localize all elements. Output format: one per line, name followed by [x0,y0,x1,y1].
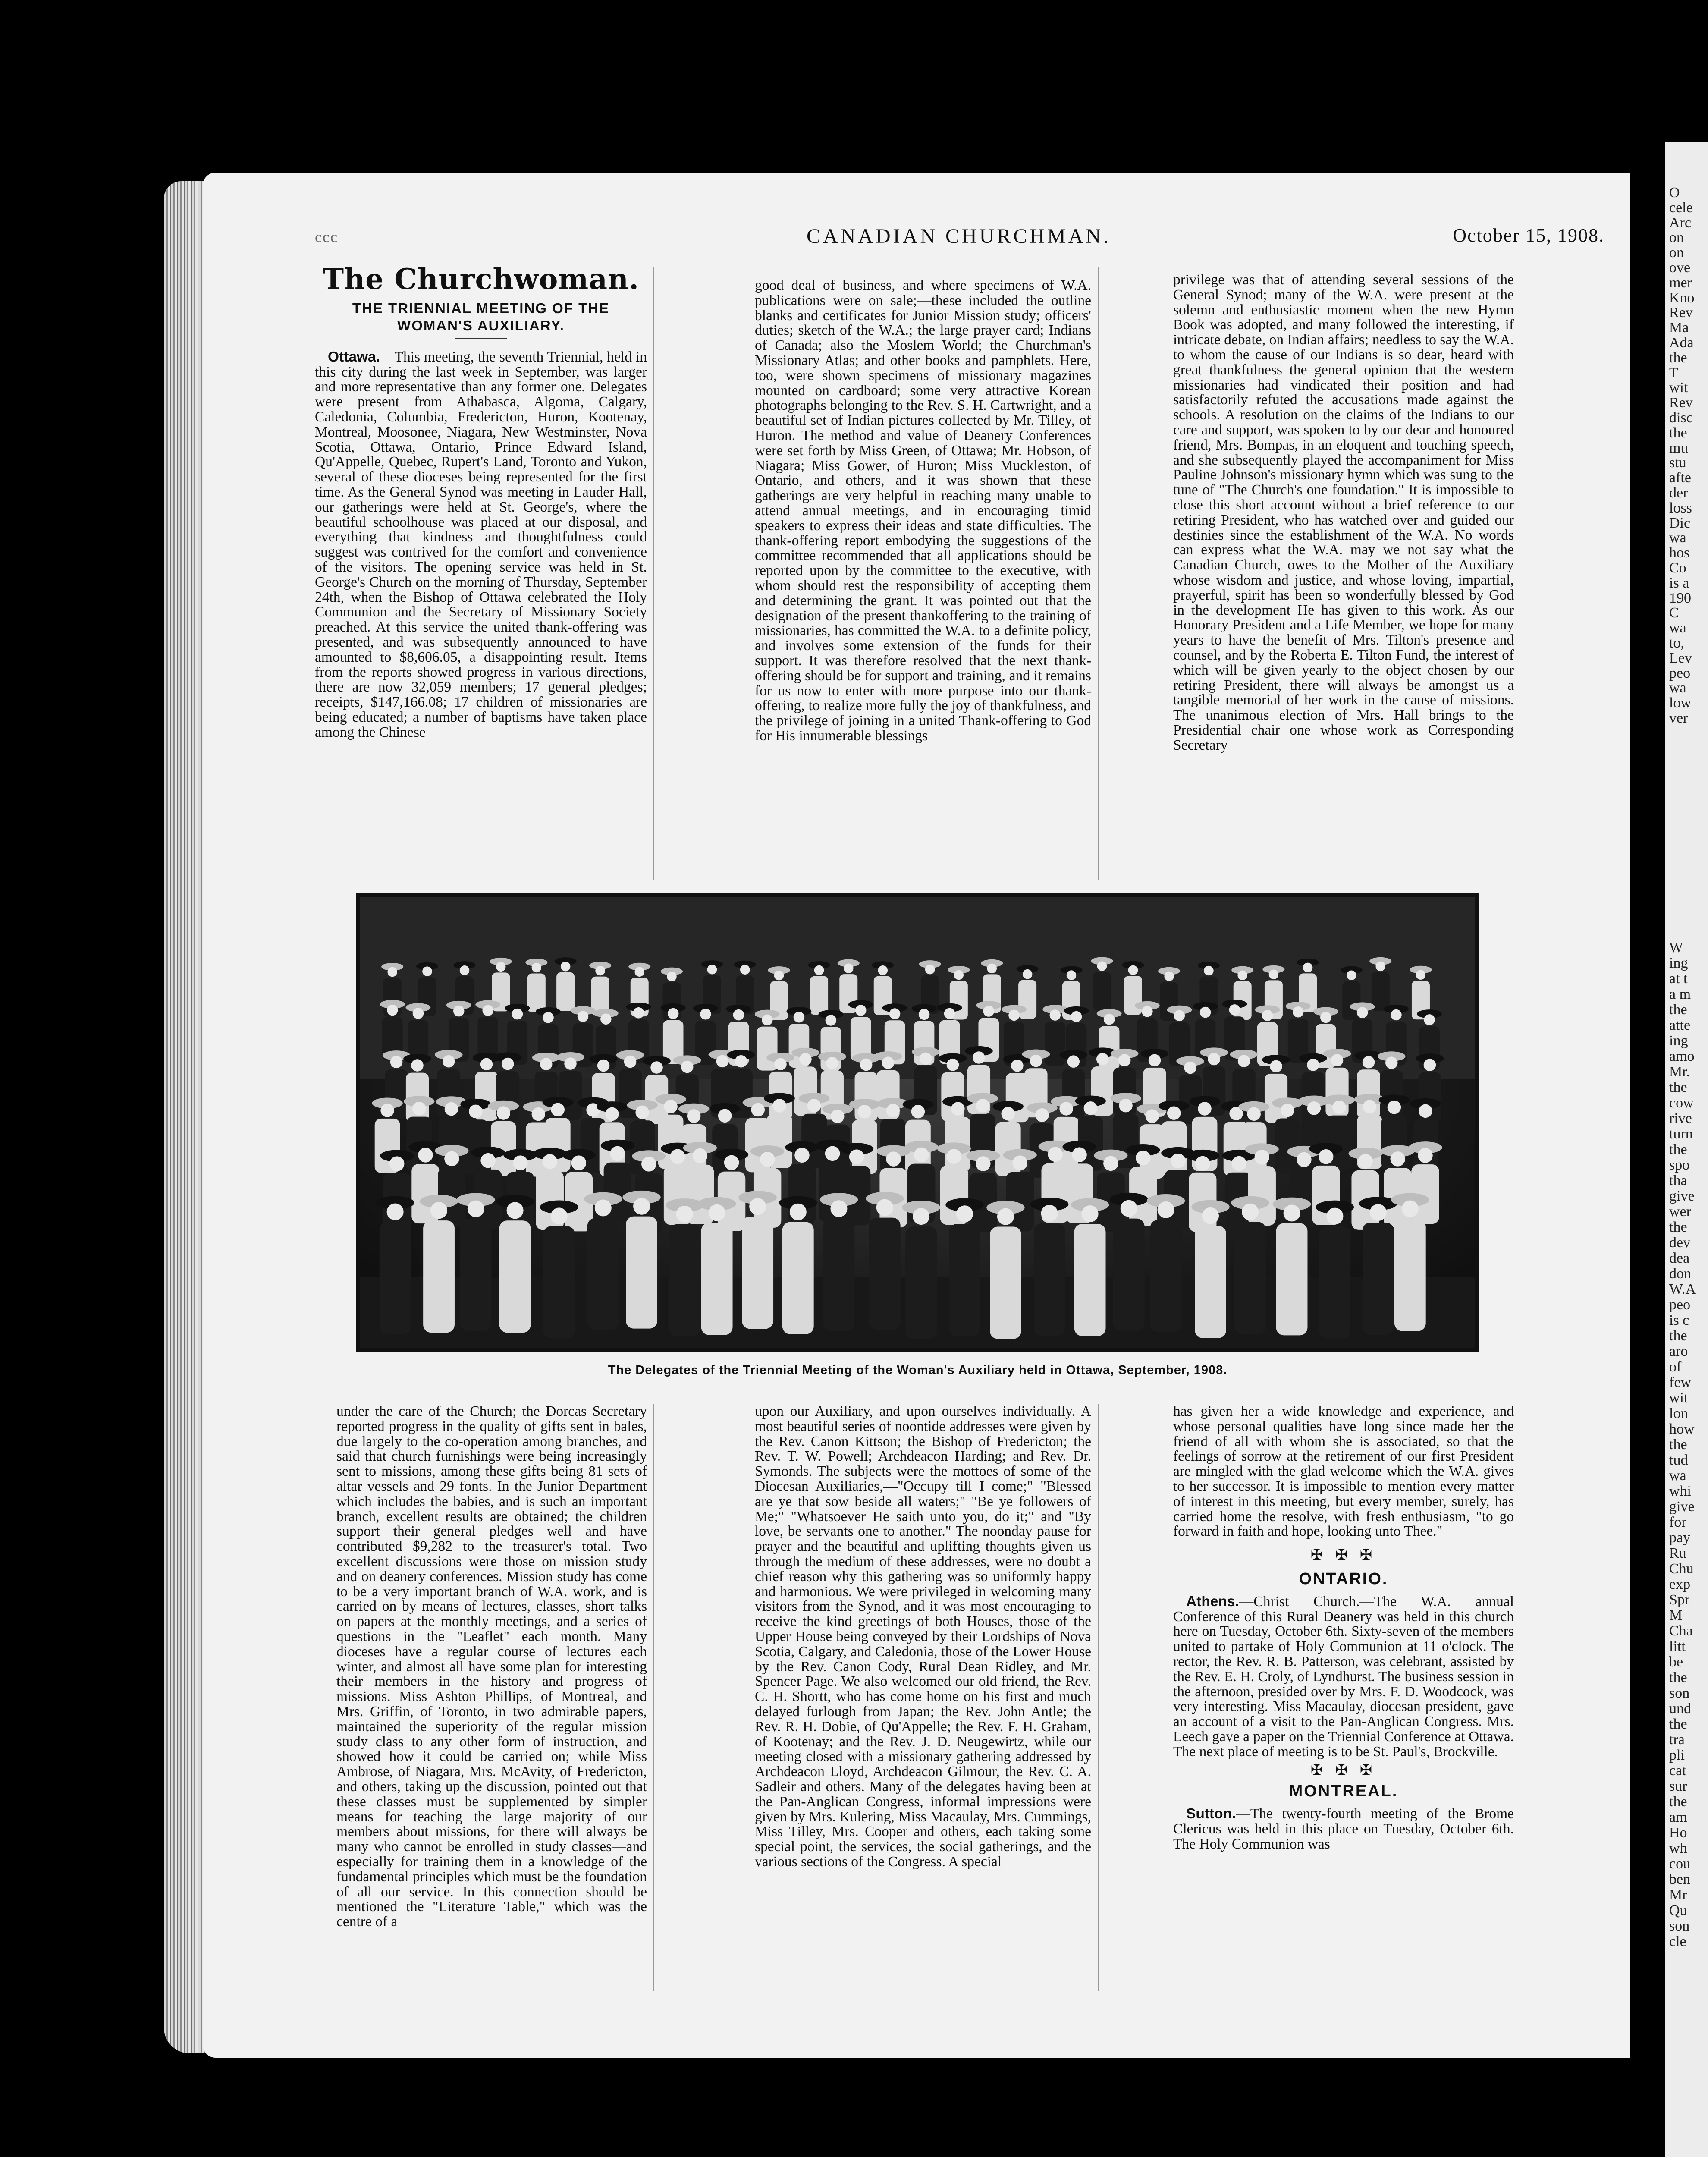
book-spine-shadow [1630,155,1665,2140]
adjacent-page-word-fragment: pli [1669,1747,1685,1763]
delegate-figure [742,1217,773,1329]
adjacent-page-word-fragment: M [1669,1607,1683,1623]
column-2-bottom [755,1404,1091,2000]
adjacent-page-word-fragment: son [1669,1685,1690,1701]
adjacent-page-fragment [1665,142,1708,2157]
section-title: The Churchwoman. [323,267,639,296]
article-paragraph [755,278,1091,744]
adjacent-page-word-fragment: wh [1669,1840,1687,1856]
adjacent-page-word-fragment: wa [1669,530,1686,546]
adjacent-page-word-fragment: low [1669,695,1691,711]
article-paragraph [315,350,647,740]
issue-date: October 15, 1908. [1453,225,1604,246]
adjacent-page-word-fragment: turn [1669,1126,1693,1142]
adjacent-page-word-fragment: dev [1669,1235,1691,1251]
adjacent-page-word-fragment: is a [1669,575,1689,591]
montreal-heading: MONTREAL. [1289,1782,1398,1801]
adjacent-page-word-fragment: Rev [1669,395,1693,411]
delegate-figure [1113,1219,1145,1331]
adjacent-page-word-fragment: the [1669,1670,1687,1685]
newspaper-page [203,173,1630,2058]
adjacent-page-word-fragment: pay [1669,1530,1691,1546]
adjacent-page-word-fragment: wit [1669,1390,1688,1406]
publication-title: CANADIAN CHURCHMAN. [807,225,1111,248]
adjacent-page-word-fragment: stu [1669,455,1686,471]
montreal-paragraph [1173,1807,1514,1852]
delegate-figure [1034,1223,1065,1336]
adjacent-page-word-fragment: T [1669,365,1678,381]
ontario-text: —Christ Church.—The W.A. annual Conference of this Rural Deanery was held in this church here on Tuesday, October 6th. Sixty-seven of the members united to partake of Holy Communion at 11 o'clock. The rector, the Rev. R. B. Patterson, was celebrant, assisted by the Rev. E. H. Croly, of Lyndhurst. The business session in the afternoon, presided over by Mrs. F. D. Woodcock, was very interesting. Miss Macaulay, diocesan president, gave an account of a visit to the Pan-Anglican Congress. Mrs. Leech gave a paper on the Triennial Conference at Ottawa. The next place of meeting is to be St. Paul's, Brockville. [1173,1593,1514,1760]
adjacent-page-word-fragment: Kno [1669,289,1695,306]
delegate-figure [905,1226,937,1339]
adjacent-page-word-fragment: at t [1669,971,1688,987]
adjacent-page-word-fragment: how [1669,1421,1695,1437]
article-text: —This meeting, the seventh Triennial, held in this city during the last week in September, was larger and more representative than any former one. Delegates were present from Athabasca, Algoma, Calgary, Caledonia, Columbia, Fredericton, Huron, Kootenay, Montreal, Moosonee, Niagara, New Westminster, Nova Scotia, Ottawa, Ontario, Prince Edward Island, Qu'Appelle, Quebec, Rupert's Land, Toronto and Yukon, several of these dioceses being represented for the first time. As the General Synod was meeting in Lauder Hall, our gatherings were held at St. George's, where the beautiful schoolhouse was placed at our disposal, and everything that kindness and thoughtfulness could suggest was contrived for the comfort and convenience of the visitors. The opening service was held in St. George's Church on the morning of Thursday, September 24th, when the Bishop of Ottawa celebrated the Holy Communion and the Secretary of Missionary Society preached. At this service the united thank-offering was presented, and was subsequently announced to have amounted to $8,606.05, a disappointing result. Items from the reports showed progress in various directions, there are now 32,059 members; 17 general pledges; receipts, $147,166.08; 17 children of missionaries are being educated; a number of baptisms have taken place among the Chinese [315,349,647,740]
delegate-figure [669,1224,700,1336]
article-paragraph [336,1404,647,1930]
adjacent-page-word-fragment: spo [1669,1157,1690,1173]
adjacent-page-word-fragment: the [1669,1079,1687,1095]
adjacent-page-word-fragment: the [1669,349,1687,366]
column-divider [653,267,654,880]
article-text: good deal of business, and where specimens of W.A. publications were on sale;—these included the outline blanks and certificates for Junior Mission study; officers' duties; sketch of the W.A.; the large prayer card; Indians of Canada; also the Moslem World; the Churchman's Missionary Atlas; and other books and pamphlets. Here, too, were shown specimens of missionary magazines mounted on cardboard; some very attractive Korean photographs belonging to the Rev. S. H. Cartwright, and a beautiful set of Indian pictures collected by Mr. Tilley, of Huron. The method and value of Deanery Conferences were set forth by Miss Green, of Ottawa; Mr. Hobson, of Niagara; Miss Gower, of Huron; Miss Muckleston, of Ontario, and others, and it was shown that these gatherings are very helpful in reaching many unable to attend annual meetings, and in encouraging timid speakers to express their ideas and state difficulties. The thank-offering report embodying the suggestions of the committee recommended that all applications should be reported upon by the committee to the executive, with whom should rest the responsibility of accepting them and determining the grant. It was pointed out that the designation of the present thankoffering to the training of missionaries, has committed the W.A. to a definite policy, and involves some extension of the funds for their support. It was therefore resolved that the next thank-offering should be for support and training, and it remains for us now to enter with more purpose into our thank-offering, to realize more fully the joy of thankfulness, and the privilege of joining in a united Thank-offering to God for His innumerable blessings [755,278,1091,744]
adjacent-page-word-fragment: for [1669,1514,1686,1530]
delegate-figure [782,1222,814,1334]
adjacent-page-word-fragment: Chu [1669,1561,1694,1577]
adjacent-page-word-fragment: whi [1669,1483,1691,1499]
article-paragraph [755,1404,1091,1870]
column-1-top [315,267,647,889]
adjacent-page-word-fragment: the [1669,1716,1687,1732]
adjacent-page-word-fragment: hos [1669,545,1690,561]
delegate-figure [1394,1219,1426,1331]
adjacent-page-word-fragment: ben [1669,1871,1691,1887]
adjacent-page-word-fragment: aro [1669,1343,1688,1359]
adjacent-page-word-fragment: am [1669,1809,1687,1825]
adjacent-page-word-fragment: und [1669,1701,1691,1717]
adjacent-page-word-fragment: rive [1669,1110,1692,1126]
adjacent-page-word-fragment: wa [1669,680,1686,696]
adjacent-page-word-fragment: ing [1669,1033,1688,1049]
column-2-top [755,278,1091,884]
adjacent-page-word-fragment: Ma [1669,320,1689,336]
adjacent-page-word-fragment: W.A [1669,1281,1696,1297]
adjacent-page-word-fragment: der [1669,485,1688,501]
adjacent-page-word-fragment: peo [1669,665,1691,681]
delegate-figure [869,1218,901,1330]
delegate-figure [626,1217,657,1329]
delegate-figure [423,1220,455,1333]
page-header [315,224,1604,250]
article-headline: THE TRIENNIAL MEETING OF THE WOMAN'S AUXILIARY. [352,300,610,333]
adjacent-page-word-fragment: cou [1669,1856,1691,1872]
delegate-figure [810,976,828,1015]
article-text: has given her a wide knowledge and experience, and whose personal qualities have long since made her the friend of all with whom she is associated, so that the feelings of sorrow at the retirement of our first President are mingled with the glad welcome which the W.A. gives to her successor. It is impossible to mention every matter of interest in this meeting, but every member, surely, has carried home the resolve, with fresh enthusiasm, "to go forward in faith and hope, looking unto Thee." [1173,1404,1514,1540]
delegates-crowd-image [360,897,1475,1348]
adjacent-page-word-fragment: mer [1669,274,1692,291]
column-3-bottom [1173,1404,1514,2000]
article-text: upon our Auxiliary, and upon ourselves individually. A most beautiful series of noontide addresses were given by the Rev. Canon Kittson; the Bishop of Fredericton; the Rev. T. W. Powell; Archdeacon Harding; and Rev. Dr. Symonds. The subjects were the mottoes of some of the Diocesan Auxiliaries,—"Occupy till I come;" "Blessed are ye that sow beside all waters;" "Be ye followers of Me;" "Whatsoever He saith unto you, do it;" and "By love, be servants one to another." The noonday pause for prayer and the beautiful and uplifting thoughts given us through the medium of these addresses, were no doubt a chief reason why this gathering was so uniformly happy and harmonious. We were privileged in welcoming many visitors from the Synod, and it was most encouraging to receive the kind greetings of both Houses, those of the Upper House being conveyed by their Lordships of Nova Scotia, Calgary, and Caledonia, those of the Lower House by the Rev. Canon Cody, Rural Dean Ridley, and Mr. Spencer Page. We also welcomed our old friend, the Rev. C. H. Shortt, who has come home on his first and much delayed furlough from Japan; the Rev. John Antle; the Rev. R. H. Dobie, of Qu'Appelle; the Rev. F. H. Graham, of Kootenay; and the Rev. J. D. Neugewirtz, while our meeting closed with a missionary gathering addressed by Archdeacon Lloyd, Archdeacon Gilmour, the Rev. C. A. Sadleir and others. Many of the delegates having been at the Pan-Anglican Congress, informal impressions were given by Mrs. Kulering, Miss Macaulay, Mrs. Cummings, Miss Tilley, Mrs. Cooper and others, each taking some special point, the services, the social gatherings, and the various sections of the Congress. A special [755,1404,1091,1870]
section-ornament: ✠ ✠ ✠ [1310,1547,1377,1563]
adjacent-page-word-fragment: of [1669,1359,1682,1375]
adjacent-page-word-fragment: son [1669,1918,1690,1934]
delegate-figure [701,1223,733,1335]
adjacent-page-word-fragment: on [1669,245,1684,261]
adjacent-page-word-fragment: Ada [1669,335,1694,351]
page-number: ccc [315,228,338,245]
adjacent-page-word-fragment: O [1669,185,1680,201]
adjacent-page-word-fragment: litt [1669,1638,1686,1654]
adjacent-page-word-fragment: Dic [1669,515,1691,531]
adjacent-page-word-fragment: Spr [1669,1592,1690,1608]
delegate-figure [380,1222,411,1334]
book-page-edges [164,181,207,2053]
dateline: Ottawa. [328,349,380,365]
adjacent-page-word-fragment: cat [1669,1763,1686,1779]
adjacent-page-word-fragment: afte [1669,470,1691,486]
delegate-figure [1150,1220,1182,1332]
delegate-figure [949,1224,980,1336]
delegate-figure [587,1218,619,1330]
column-divider [1098,1404,1099,1991]
adjacent-page-word-fragment: cow [1669,1095,1694,1111]
adjacent-page-word-fragment: the [1669,1437,1687,1453]
article-paragraph [1173,273,1514,753]
column-1-bottom [336,1404,647,2000]
adjacent-page-word-fragment: disc [1669,410,1693,426]
adjacent-page-word-fragment: give [1669,1499,1695,1515]
adjacent-page-word-fragment: C [1669,605,1679,621]
delegate-figure [1363,1223,1394,1335]
delegate-figure [1276,1223,1308,1335]
delegate-figure [990,1226,1021,1339]
adjacent-page-word-fragment: wer [1669,1204,1691,1220]
photo-caption: The Delegates of the Triennial Meeting of the Woman's Auxiliary held in Ottawa, September, 1908. [608,1363,1228,1377]
adjacent-page-word-fragment: Rev [1669,305,1693,321]
adjacent-page-word-fragment: atte [1669,1017,1691,1033]
ontario-heading: ONTARIO. [1299,1569,1388,1588]
delegate-figure [1074,1224,1106,1336]
adjacent-page-word-fragment: the [1669,1794,1687,1810]
ontario-paragraph [1173,1594,1514,1760]
adjacent-page-word-fragment: Co [1669,560,1686,576]
adjacent-page-word-fragment: tud [1669,1452,1688,1468]
adjacent-page-word-fragment: to, [1669,635,1684,651]
delegate-figure [823,1219,855,1331]
adjacent-page-word-fragment: wa [1669,620,1686,636]
adjacent-page-word-fragment: Lev [1669,650,1692,666]
adjacent-page-word-fragment: ing [1669,955,1688,971]
adjacent-page-word-fragment: Mr. [1669,1064,1690,1080]
adjacent-page-word-fragment: wit [1669,380,1688,396]
adjacent-page-word-fragment: give [1669,1188,1695,1204]
adjacent-page-word-fragment: 190 [1669,590,1691,606]
adjacent-page-word-fragment: Mr [1669,1887,1687,1903]
adjacent-page-word-fragment: lon [1669,1406,1688,1421]
adjacent-page-word-fragment: Qu [1669,1902,1687,1918]
adjacent-page-word-fragment: sur [1669,1778,1687,1794]
column-3-top [1173,273,1514,884]
adjacent-page-word-fragment: amo [1669,1048,1695,1064]
adjacent-page-word-fragment: cele [1669,199,1693,216]
article-text: under the care of the Church; the Dorcas Secretary reported progress in the quality of gifts sent in bales, due largely to the co-operation among branches, and said that church furnishings were being increasingly sent to missions, among these gifts being 81 sets of altar vessels and 29 fonts. In the Junior Department which includes the babies, and is such an important branch, excellent results are obtained; the children support their general pledges well and have contributed $9,282 to the treasurer's total. Two excellent discussions were those on mission study and on deanery conferences. Mission study has come to be a very important branch of W.A. work, and is carried on by means of lectures, classes, short talks on papers at the monthly meetings, and a series of questions in the "Leaflet" each month. Many dioceses have a regular course of lectures each winter, and almost all have some plan for interesting their members in the history and progress of missions. Miss Ashton Phillips, of Montreal, and Mrs. Griffin, of Toronto, in two admirable papers, maintained the superiority of the regular mission study class to any other form of instruction, and showed how it could be carried on; while Miss Ambrose, of Niagara, Mrs. McAvity, of Fredericton, and others, taking up the discussion, pointed out that these classes must be supplemented by simpler means for teaching the large majority of our members about missions, for there will always be many who cannot be enrolled in study classes—and especially for training them in a knowledge of the fundamental principles which must be the foundation of all our service. In this connection should be mentioned the "Literature Table," which was the centre of a [336,1404,647,1930]
adjacent-page-word-fragment: exp [1669,1576,1691,1592]
adjacent-page-word-fragment: ove [1669,260,1691,276]
montreal-dateline: Sutton. [1186,1806,1236,1822]
adjacent-page-word-fragment: tra [1669,1732,1685,1748]
scan-background-left [0,0,164,2157]
delegate-figure [1372,972,1390,1011]
adjacent-page-word-fragment: don [1669,1266,1691,1282]
delegate-figure [1093,972,1111,1011]
adjacent-page-word-fragment: be [1669,1654,1683,1670]
delegate-figure [1195,1226,1226,1338]
section-ornament: ✠ ✠ ✠ [1310,1762,1377,1778]
ontario-dateline: Athens. [1186,1593,1239,1610]
adjacent-page-word-fragment: the [1669,1002,1687,1018]
adjacent-page-word-fragment: tha [1669,1173,1687,1189]
adjacent-page-word-fragment: the [1669,1141,1687,1157]
article-paragraph [1173,1404,1514,1539]
adjacent-page-word-fragment: is c [1669,1312,1689,1328]
montreal-text: —The twenty-fourth meeting of the Brome Clericus was held in this place on Tuesday, October 6th. The Holy Communion was [1173,1806,1514,1852]
delegate-figure [543,1226,575,1338]
adjacent-page-word-fragment: Arc [1669,214,1691,231]
delegate-figure [1234,1222,1266,1334]
adjacent-page-word-fragment: wa [1669,1468,1686,1484]
group-photograph [356,893,1479,1352]
adjacent-page-word-fragment: a m [1669,986,1691,1002]
adjacent-page-word-fragment: few [1669,1374,1691,1390]
column-divider [653,1404,654,1991]
column-divider [1098,267,1099,880]
delegate-figure [460,1219,492,1331]
adjacent-page-word-fragment: dea [1669,1250,1690,1266]
adjacent-page-word-fragment: the [1669,1219,1687,1235]
adjacent-page-word-fragment: on [1669,230,1684,246]
adjacent-page-word-fragment: the [1669,424,1687,441]
adjacent-page-word-fragment: Ho [1669,1825,1687,1841]
adjacent-page-word-fragment: peo [1669,1297,1691,1313]
adjacent-page-word-fragment: Cha [1669,1623,1693,1639]
adjacent-page-word-fragment: ver [1669,710,1688,726]
headline-rule [455,338,507,339]
delegate-figure [1045,1022,1065,1066]
adjacent-page-word-fragment: W [1669,940,1683,956]
adjacent-page-word-fragment: the [1669,1328,1687,1344]
adjacent-page-word-fragment: mu [1669,440,1688,456]
article-text: privilege was that of attending several sessions of the General Synod; many of the W.A. were present at the solemn and enthusiastic moment when the new Hymn Book was adopted, and many followed the interesting, if intricate debate, on Indian affairs; needless to say the W.A. to whom the cause of our Indians is so dear, heard with great thankfulness the general opinion that the western missionaries had vindicated their position and had satisfactorily refuted the accusations made against the schools. A resolution on the claims of the Indians to our care and support, was spoken to by our dear and honoured friend, Mrs. Bompas, in an eloquent and touching speech, and she subsequently played the accompaniment for Miss Pauline Johnson's missionary hymn which was sung to the tune of "The Church's one foundation." It is impossible to close this short account without a brief reference to our retiring President, who has watched over and guided our destinies since the establishment of the W.A. No words can express what the W.A. may we not say what the Canadian Church, owes to the Mother of the Auxiliary whose wisdom and justice, and whose loving, impartial, prayerful, spirit has been so wonderfully blessed by God in the development He has given to this work. As our Honorary President and a Life Member, we hope for many years to have the benefit of Mrs. Tilton's presence and counsel, and by the Roberta E. Tilton Fund, the interest of which will be given yearly to the object chosen by our retiring President, there will always be amongst us a tangible memorial of her work in the cause of missions. The unanimous election of Mrs. Hall brings to the Presidential chair one whose work as Corresponding Secretary [1173,273,1514,753]
delegate-figure [499,1220,531,1333]
adjacent-page-word-fragment: Ru [1669,1545,1686,1561]
delegate-figure [527,973,546,1012]
adjacent-page-word-fragment: loss [1669,500,1692,516]
adjacent-page-word-fragment: cle [1669,1934,1686,1949]
delegate-figure [1319,1226,1350,1338]
delegate-figure [1275,1119,1300,1173]
delegate-figure [556,972,575,1011]
